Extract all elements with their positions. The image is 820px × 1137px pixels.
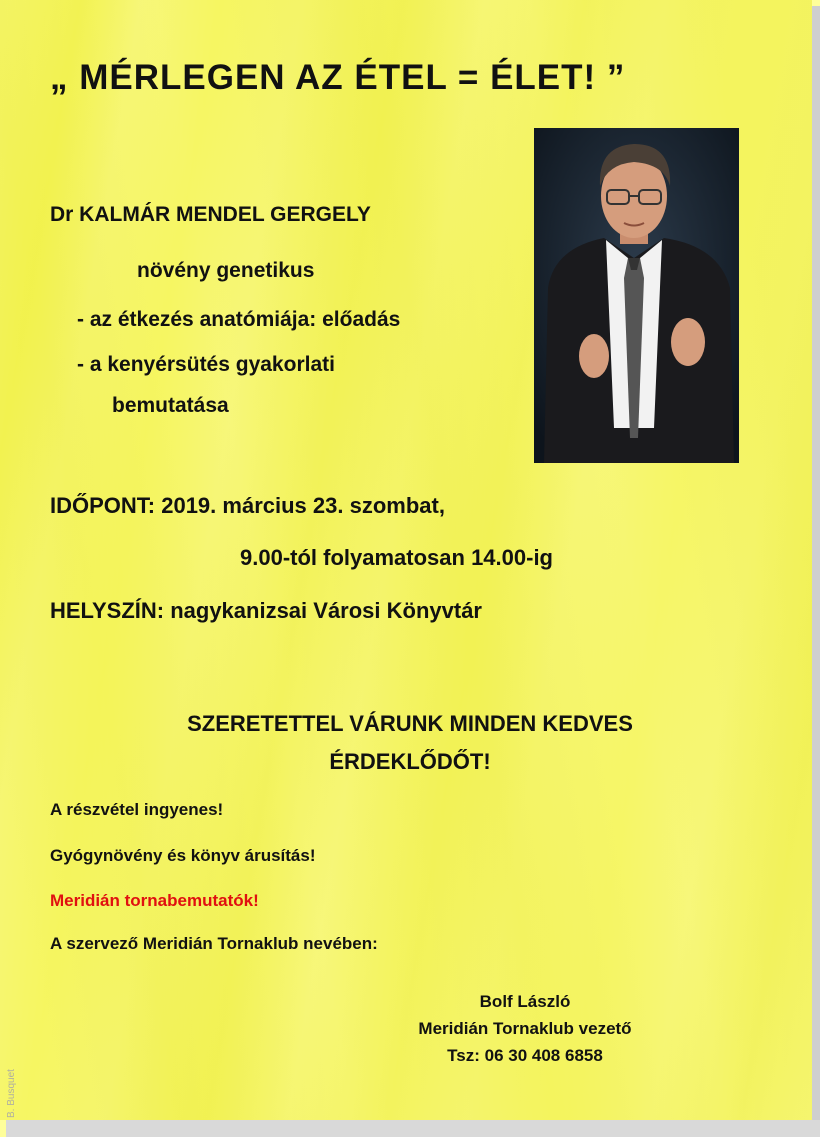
signature-phone: Tsz: 06 30 408 6858 <box>447 1046 603 1065</box>
note-sales: Gyógynövény és könyv árusítás! <box>50 846 316 865</box>
program-item-continuation: bemutatása <box>112 394 229 417</box>
speaker-name: Dr KALMÁR MENDEL GERGELY <box>50 203 371 226</box>
welcome-message <box>0 705 820 781</box>
welcome-line: ÉRDEKLŐDŐT! <box>329 749 491 774</box>
signature-name: Bolf László <box>479 992 571 1011</box>
poster-title: „ MÉRLEGEN AZ ÉTEL = ÉLET! ” <box>50 58 626 97</box>
watermark: B. Busquet <box>6 1069 17 1118</box>
note-organizer: A szervező Meridián Tornaklub nevében: <box>50 934 378 953</box>
program-item: - az étkezés anatómiája: előadás <box>77 308 401 331</box>
page-shadow-bottom <box>6 1120 820 1137</box>
welcome-line: SZERETETTEL VÁRUNK MINDEN KEDVES <box>187 711 633 736</box>
note-demos: Meridián tornabemutatók! <box>50 891 259 910</box>
program-item: - a kenyérsütés gyakorlati <box>77 353 335 376</box>
event-location: HELYSZÍN: nagykanizsai Városi Könyvtár <box>50 598 482 623</box>
event-date: IDŐPONT: 2019. március 23. szombat, <box>50 493 445 518</box>
note-free-entry: A részvétel ingyenes! <box>50 800 224 819</box>
page-shadow-right <box>812 6 820 1126</box>
speaker-photo <box>534 128 739 463</box>
event-time: 9.00-tól folyamatosan 14.00-ig <box>240 545 553 570</box>
signature-block <box>360 988 690 1069</box>
signature-title: Meridián Tornaklub vezető <box>418 1019 632 1038</box>
speaker-role: növény genetikus <box>137 259 315 282</box>
